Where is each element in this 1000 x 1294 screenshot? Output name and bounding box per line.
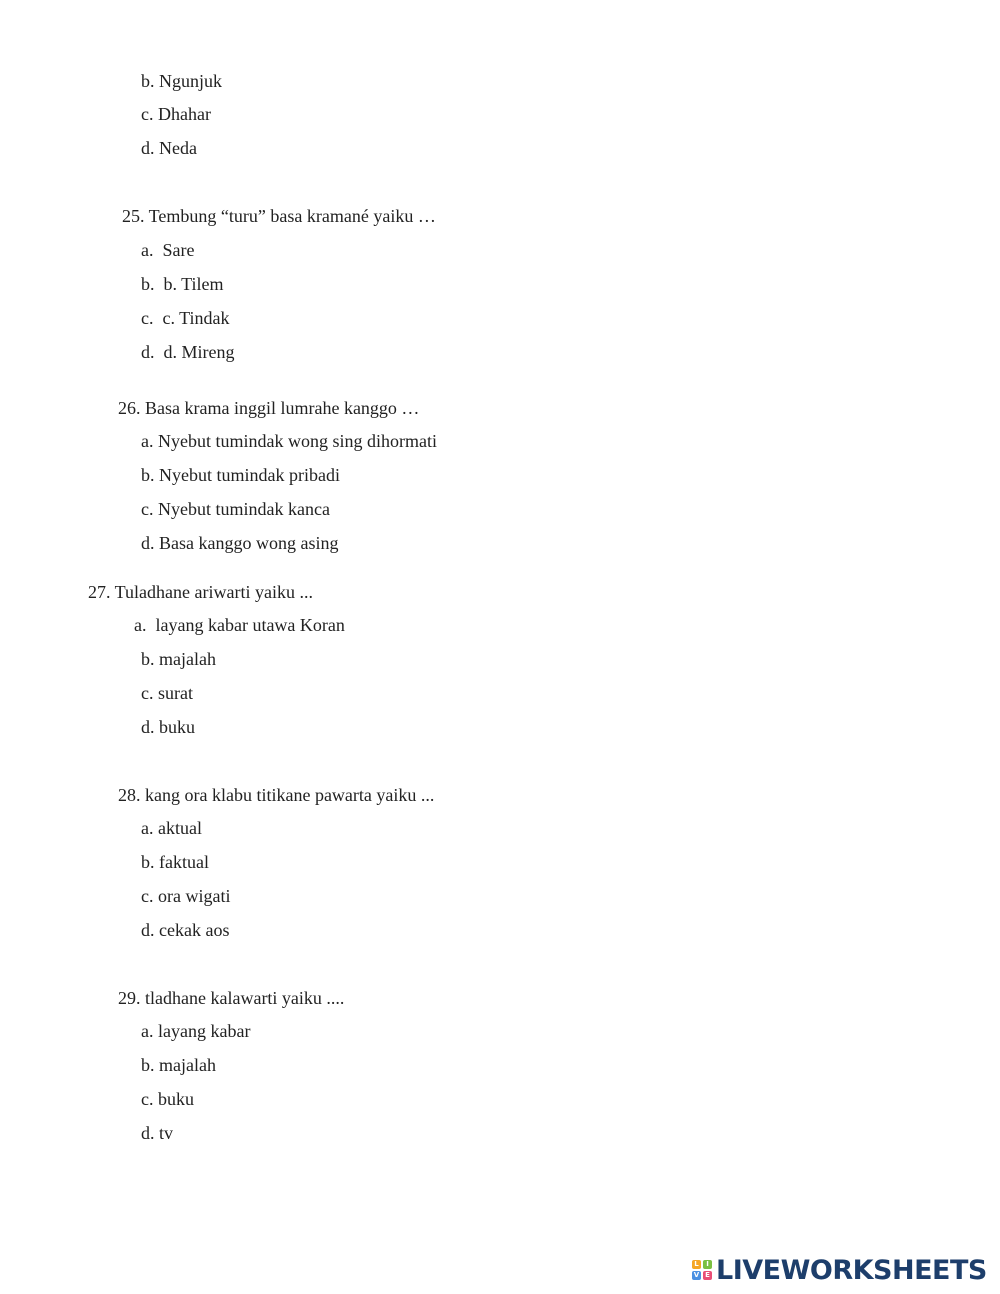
option-27-d: d. buku xyxy=(141,717,195,737)
option-28-c: c. ora wigati xyxy=(141,886,231,906)
option-27-b: b. majalah xyxy=(141,649,216,669)
option-26-a: a. Nyebut tumindak wong sing dihormati xyxy=(141,431,437,451)
liveworksheets-logo xyxy=(692,1255,987,1285)
option-29-d: d. tv xyxy=(141,1123,174,1143)
option-28-d: d. cekak aos xyxy=(141,920,230,940)
logo-mark-cell: L xyxy=(692,1260,701,1269)
option-29-b: b. majalah xyxy=(141,1055,216,1075)
option-24-c: c. Dhahar xyxy=(141,104,211,124)
logo-mark-cell: E xyxy=(703,1271,712,1280)
option-27-a: a. layang kabar utawa Koran xyxy=(134,615,345,635)
question-29: 29. tladhane kalawarti yaiku .... xyxy=(118,988,345,1008)
option-24-d: d. Neda xyxy=(141,138,197,158)
option-25-d: d. d. Mireng xyxy=(141,342,235,362)
question-27: 27. Tuladhane ariwarti yaiku ... xyxy=(88,582,313,602)
option-25-c: c. c. Tindak xyxy=(141,308,230,328)
option-29-a: a. layang kabar xyxy=(141,1021,251,1041)
logo-mark-cell: I xyxy=(703,1260,712,1269)
option-28-b: b. faktual xyxy=(141,852,209,872)
logo-text: LIVEWORKSHEETS xyxy=(716,1254,987,1286)
option-26-b: b. Nyebut tumindak pribadi xyxy=(141,465,340,485)
question-25: 25. Tembung “turu” basa kramané yaiku … xyxy=(122,206,436,226)
question-28: 28. kang ora klabu titikane pawarta yaiku ... xyxy=(118,785,435,805)
option-29-c: c. buku xyxy=(141,1089,194,1109)
option-26-c: c. Nyebut tumindak kanca xyxy=(141,499,330,519)
option-25-b: b. b. Tilem xyxy=(141,274,224,294)
option-26-d: d. Basa kanggo wong asing xyxy=(141,533,339,553)
option-24-b: b. Ngunjuk xyxy=(141,71,222,91)
question-26: 26. Basa krama inggil lumrahe kanggo … xyxy=(118,398,420,418)
logo-mark-cell: V xyxy=(693,1271,700,1279)
liveworksheets-mark-icon xyxy=(692,1260,712,1280)
option-28-a: a. aktual xyxy=(141,818,202,838)
option-25-a: a. Sare xyxy=(141,240,195,260)
option-27-c: c. surat xyxy=(141,683,193,703)
